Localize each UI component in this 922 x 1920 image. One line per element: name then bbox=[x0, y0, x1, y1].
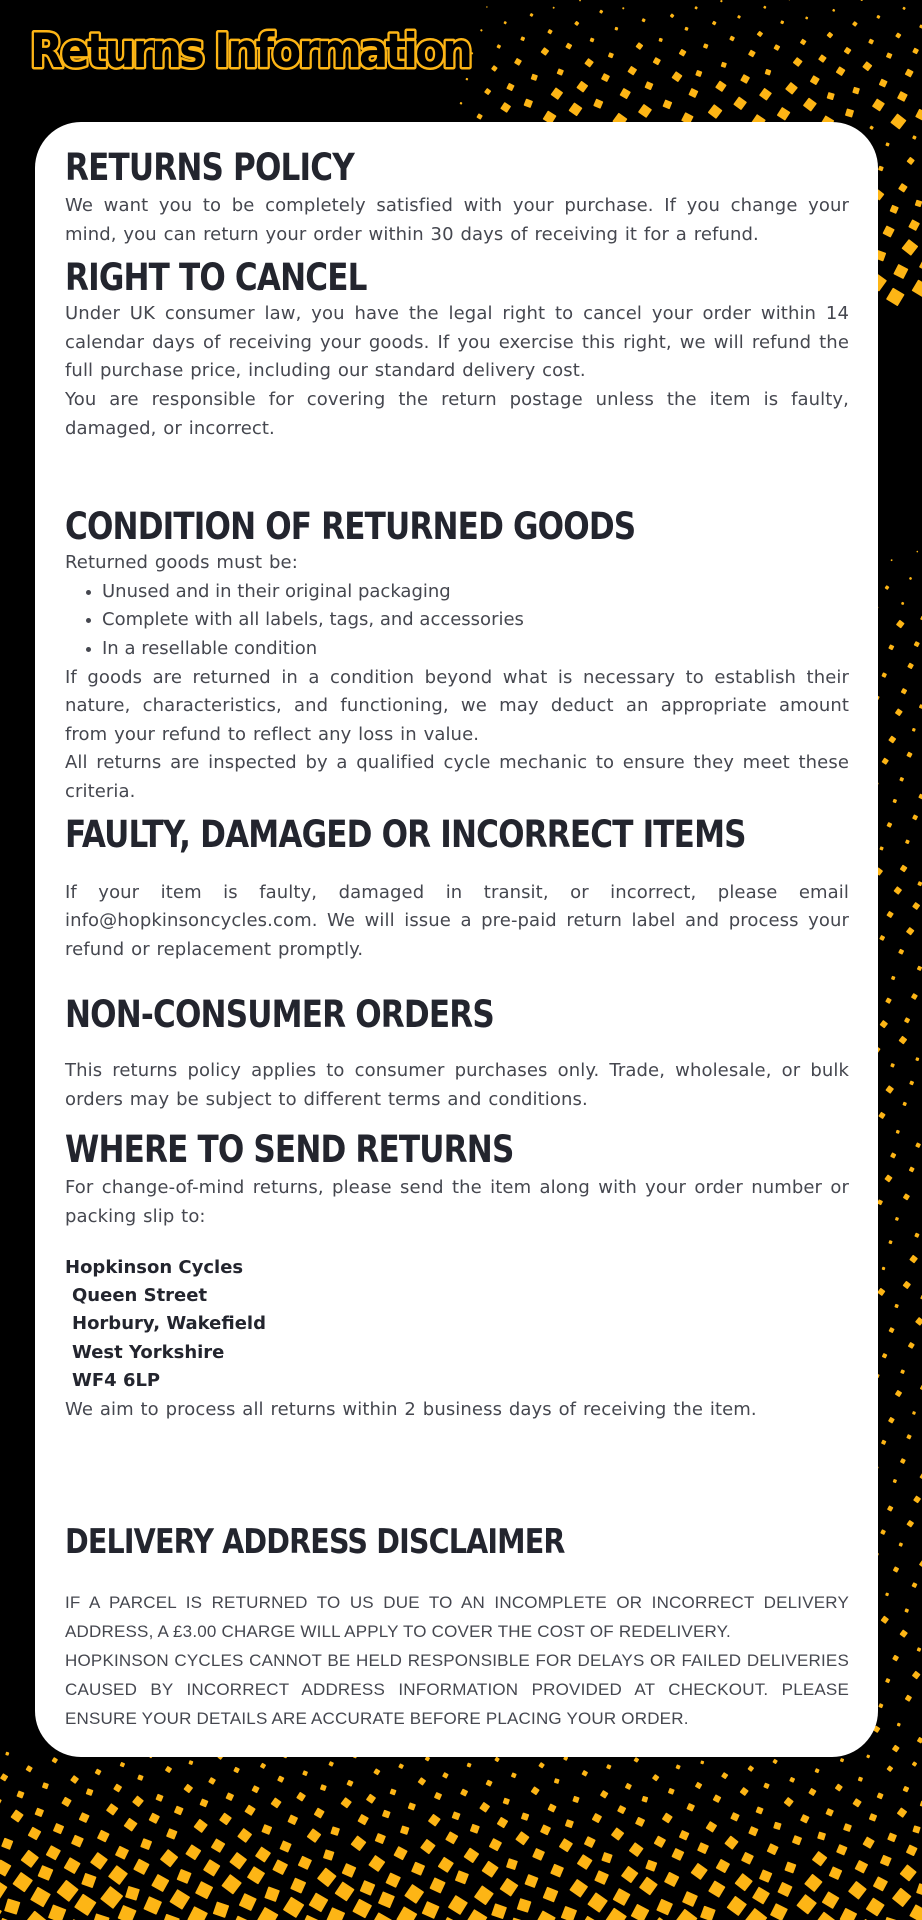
section-faulty-damaged-incorrect bbox=[65, 813, 849, 965]
section-condition-of-returned-goods bbox=[65, 505, 849, 806]
faulty-items-paragraph: If your item is faulty, damaged in transit, or incorrect, please email info@hopkinsoncycles.com. We will issue a pre-paid return label and process your refund or replacement promptly. bbox=[65, 881, 849, 960]
faulty-items-heading: FAULTY, DAMAGED OR INCORRECT ITEMS bbox=[65, 812, 746, 856]
bullet-text: Complete with all labels, tags, and accessories bbox=[102, 609, 524, 631]
returns-address-block bbox=[65, 1254, 849, 1396]
non-consumer-orders-heading: NON-CONSUMER ORDERS bbox=[65, 993, 494, 1037]
where-to-send-paragraph: For change-of-mind returns, please send the item along with your order number or packing slip to: bbox=[65, 1177, 849, 1228]
bullet-dot-icon bbox=[86, 618, 91, 623]
where-to-send-heading: WHERE TO SEND RETURNS bbox=[65, 1128, 514, 1172]
right-to-cancel-paragraph-1: Under UK consumer law, you have the legal right to cancel your order within 14 calendar days of receiving your goods. If you exercise this right, we will refund the full purchase price, including our standard delivery cost. bbox=[65, 303, 849, 382]
list-item bbox=[65, 606, 849, 635]
address-line-town: Horbury, Wakefield bbox=[72, 1313, 266, 1335]
page-title-text: Returns Information bbox=[30, 24, 470, 79]
condition-bullet-list bbox=[65, 578, 849, 664]
delivery-disclaimer-heading: DELIVERY ADDRESS DISCLAIMER bbox=[65, 1522, 565, 1563]
bullet-dot-icon bbox=[86, 647, 91, 652]
condition-paragraph-1: If goods are returned in a condition beyond what is necessary to establish their nature, characteristics, and functioning, we may deduct an appropriate amount from your refund to reflect any loss in value. bbox=[65, 666, 849, 745]
processing-time-paragraph: We aim to process all returns within 2 business days of receiving the item. bbox=[65, 1398, 757, 1420]
list-item bbox=[65, 578, 849, 607]
list-item bbox=[65, 635, 849, 664]
section-delivery-address-disclaimer bbox=[65, 1520, 849, 1733]
returns-policy-heading: RETURNS POLICY bbox=[65, 146, 354, 189]
returns-policy-paragraph: We want you to be completely satisfied with your purchase. If you change your mind, you can return your order within 30 days of receiving it for a refund. bbox=[65, 195, 849, 245]
condition-heading: CONDITION OF RETURNED GOODS bbox=[65, 505, 636, 549]
section-non-consumer-orders bbox=[65, 993, 849, 1114]
address-line-company: Hopkinson Cycles bbox=[65, 1256, 244, 1278]
condition-intro: Returned goods must be: bbox=[65, 552, 298, 574]
right-to-cancel-paragraph-2: You are responsible for covering the return postage unless the item is faulty, damaged, or incorrect. bbox=[65, 388, 849, 439]
address-line-postcode: WF4 6LP bbox=[72, 1370, 161, 1392]
delivery-disclaimer-paragraph-1: IF A PARCEL IS RETURNED TO US DUE TO AN INCOMPLETE OR INCORRECT DELIVERY ADDRESS, A £3.00 CHARGE WILL APPLY TO COVER THE COST OF REDELIVERY. bbox=[65, 1593, 849, 1642]
bullet-text: In a resellable condition bbox=[102, 637, 318, 659]
right-to-cancel-heading: RIGHT TO CANCEL bbox=[65, 256, 367, 300]
section-right-to-cancel bbox=[65, 256, 849, 443]
address-line-county: West Yorkshire bbox=[72, 1341, 225, 1363]
page-title bbox=[22, 10, 642, 90]
section-where-to-send-returns bbox=[65, 1128, 849, 1424]
bullet-text: Unused and in their original packaging bbox=[102, 580, 451, 602]
delivery-disclaimer-paragraph-2: HOPKINSON CYCLES CANNOT BE HELD RESPONSIBLE FOR DELAYS OR FAILED DELIVERIES CAUSED BY INCORRECT ADDRESS INFORMATION PROVIDED AT CHECKOUT. PLEASE ENSURE YOUR DETAILS ARE ACCURATE BEFORE PLACING YOUR ORDER. bbox=[65, 1651, 849, 1729]
bullet-dot-icon bbox=[86, 590, 91, 595]
non-consumer-orders-paragraph: This returns policy applies to consumer purchases only. Trade, wholesale, or bulk orders may be subject to different terms and conditions. bbox=[65, 1060, 849, 1110]
condition-paragraph-2: All returns are inspected by a qualified cycle mechanic to ensure they meet these criteria. bbox=[65, 752, 849, 802]
section-returns-policy bbox=[65, 146, 849, 249]
policy-card bbox=[35, 122, 878, 1757]
address-line-street: Queen Street bbox=[72, 1285, 208, 1307]
